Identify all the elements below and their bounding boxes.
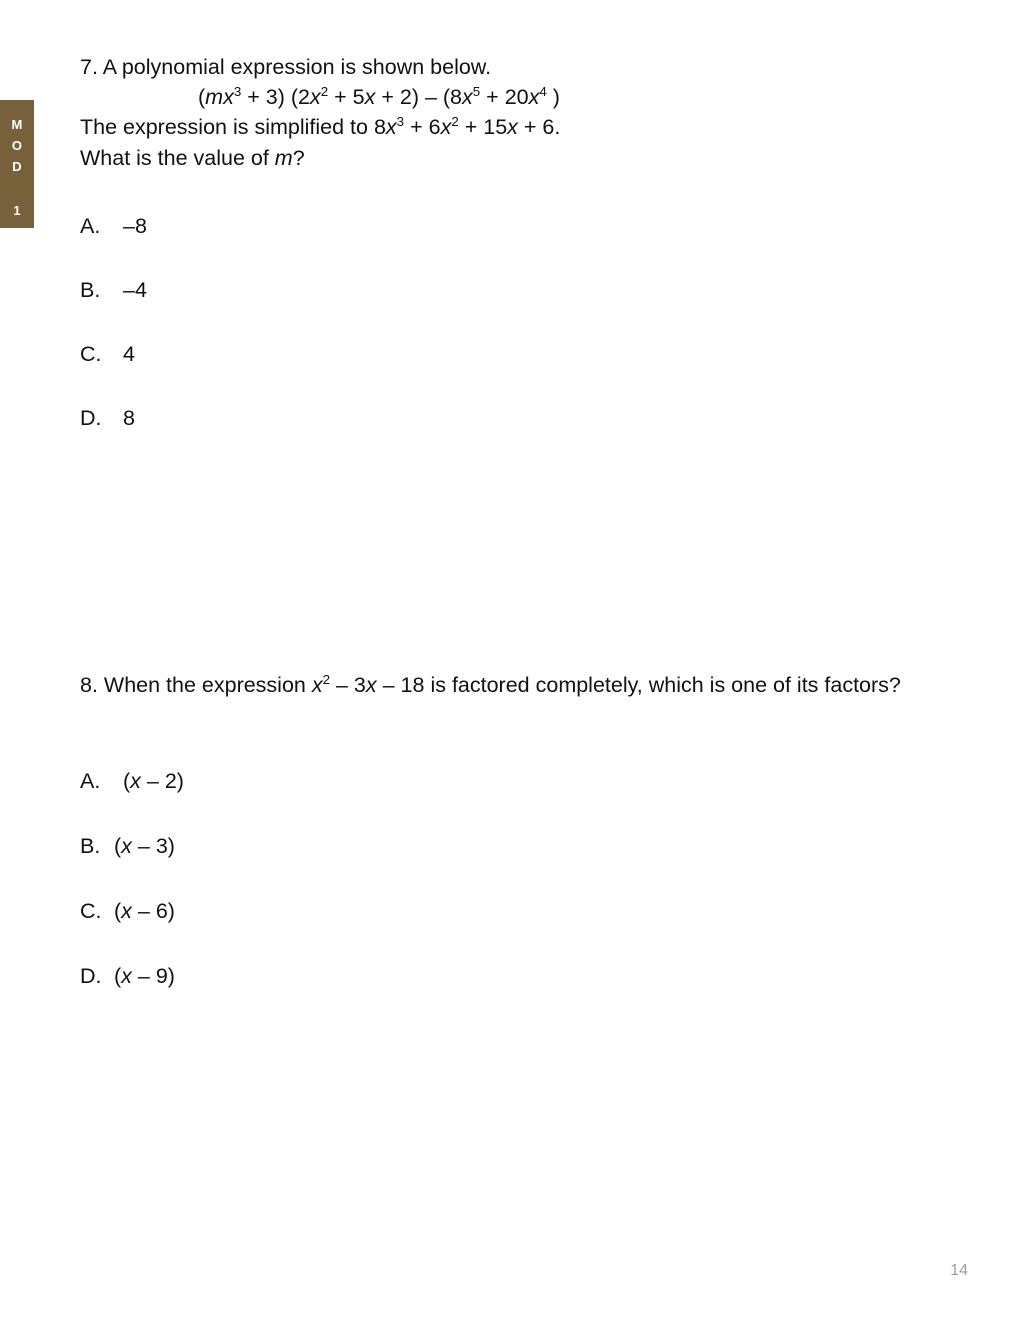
module-tab-letter-m: M bbox=[11, 117, 23, 132]
question-7-expression bbox=[80, 82, 960, 112]
simplified-segment-4: + 6. bbox=[517, 115, 561, 139]
option-letter-a: A. bbox=[80, 214, 101, 238]
option-text-b bbox=[114, 831, 175, 861]
expr-var-x-2: x bbox=[309, 85, 321, 109]
question-7-simplified-line bbox=[80, 112, 960, 143]
question-7-option-d[interactable] bbox=[80, 403, 680, 433]
option-letter-d: D. bbox=[80, 964, 102, 988]
q8-exponent-1: 2 bbox=[322, 671, 331, 687]
ask-segment-2: ? bbox=[292, 146, 305, 170]
q8-var-x-2: x bbox=[365, 673, 377, 697]
option-text-c: 4 bbox=[123, 342, 135, 366]
simplified-var-x-2: x bbox=[440, 115, 452, 139]
factor-var-c: x bbox=[121, 899, 132, 923]
question-8-prompt bbox=[80, 670, 960, 701]
question-8-stem bbox=[80, 670, 960, 701]
expr-exponent-4: 5 bbox=[472, 83, 481, 99]
factor-operator-b: – bbox=[131, 834, 156, 858]
expr-exponent-5: 4 bbox=[539, 83, 547, 99]
option-letter-a: A. bbox=[80, 769, 101, 793]
question-7-option-a[interactable] bbox=[80, 211, 680, 241]
factor-number-a: 2 bbox=[164, 769, 177, 793]
option-text-b: –4 bbox=[123, 278, 147, 302]
module-tab-letter-d: D bbox=[12, 159, 22, 174]
option-text-a: –8 bbox=[123, 214, 147, 238]
question-7-stem bbox=[80, 52, 960, 174]
simplified-segment-3: + 15 bbox=[458, 115, 508, 139]
option-letter-c: C. bbox=[80, 899, 102, 923]
factor-number-b: 3 bbox=[155, 834, 168, 858]
factor-operator-c: – bbox=[131, 899, 156, 923]
question-7-option-c[interactable] bbox=[80, 339, 680, 369]
question-8-option-a[interactable] bbox=[80, 766, 680, 796]
expr-var-x-1: x bbox=[223, 85, 234, 109]
question-8-option-b[interactable] bbox=[80, 831, 680, 861]
question-8-option-c[interactable] bbox=[80, 896, 680, 926]
expr-var-x-3: x bbox=[364, 85, 376, 109]
factor-var-a: x bbox=[130, 769, 141, 793]
factor-open-paren-c: ( bbox=[114, 899, 122, 923]
factor-var-b: x bbox=[121, 834, 132, 858]
factor-number-d: 9 bbox=[155, 964, 168, 988]
option-letter-b: B. bbox=[80, 278, 101, 302]
simplified-var-x-1: x bbox=[385, 115, 397, 139]
option-text-c bbox=[114, 896, 175, 926]
factor-var-d: x bbox=[121, 964, 132, 988]
page-number: 14 bbox=[950, 1262, 968, 1279]
factor-number-c: 6 bbox=[155, 899, 168, 923]
expr-segment-5: + 20 bbox=[480, 85, 529, 109]
option-letter-d: D. bbox=[80, 406, 102, 430]
expr-segment-3: + 5 bbox=[328, 85, 365, 109]
q8-segment-1: 8. When the expression bbox=[80, 673, 312, 697]
ask-var-m: m bbox=[274, 146, 293, 170]
factor-operator-d: – bbox=[131, 964, 156, 988]
simplified-segment-2: + 6 bbox=[404, 115, 441, 139]
simplified-exponent-2: 2 bbox=[451, 113, 459, 129]
option-text-d bbox=[114, 961, 175, 991]
q8-segment-3: – 18 is factored completely, which is one of its factors? bbox=[376, 673, 901, 697]
expr-segment-4: + 2) – (8 bbox=[375, 85, 463, 109]
factor-close-paren-a: ) bbox=[176, 769, 184, 793]
expr-exponent-1: 3 bbox=[233, 83, 242, 99]
factor-open-paren-b: ( bbox=[114, 834, 122, 858]
simplified-exponent-1: 3 bbox=[396, 113, 405, 129]
simplified-segment-1: The expression is simplified to 8 bbox=[80, 115, 386, 139]
expr-close-paren: ) bbox=[546, 85, 560, 109]
module-tab-letter-o: O bbox=[11, 138, 23, 153]
factor-close-paren-d: ) bbox=[167, 964, 175, 988]
expr-var-x-4: x bbox=[462, 85, 473, 109]
factor-close-paren-c: ) bbox=[167, 899, 175, 923]
q8-var-x-1: x bbox=[311, 673, 323, 697]
factor-operator-a: – bbox=[140, 769, 165, 793]
simplified-var-x-3: x bbox=[507, 115, 518, 139]
factor-close-paren-b: ) bbox=[167, 834, 175, 858]
ask-segment-1: What is the value of bbox=[80, 146, 275, 170]
expr-var-x-5: x bbox=[528, 85, 540, 109]
factor-open-paren-a: ( bbox=[123, 769, 131, 793]
question-8-option-d[interactable] bbox=[80, 961, 680, 991]
option-letter-b: B. bbox=[80, 834, 101, 858]
option-text-a bbox=[114, 766, 184, 796]
question-7-options bbox=[80, 211, 680, 433]
expr-segment-2: + 3) (2 bbox=[241, 85, 310, 109]
q8-segment-2: – 3 bbox=[330, 673, 366, 697]
expr-open-paren: ( bbox=[198, 85, 206, 109]
factor-open-paren-d: ( bbox=[114, 964, 122, 988]
module-tab bbox=[0, 100, 34, 228]
expr-var-m: m bbox=[205, 85, 224, 109]
option-letter-c: C. bbox=[80, 342, 102, 366]
module-tab-number: 1 bbox=[13, 203, 21, 218]
expr-exponent-2: 2 bbox=[320, 83, 329, 99]
question-7-option-b[interactable] bbox=[80, 275, 680, 305]
option-text-d: 8 bbox=[123, 406, 135, 430]
question-7-ask-line bbox=[80, 143, 960, 174]
question-7-prompt: 7. A polynomial expression is shown below. bbox=[80, 55, 492, 79]
question-8-options bbox=[80, 766, 680, 991]
